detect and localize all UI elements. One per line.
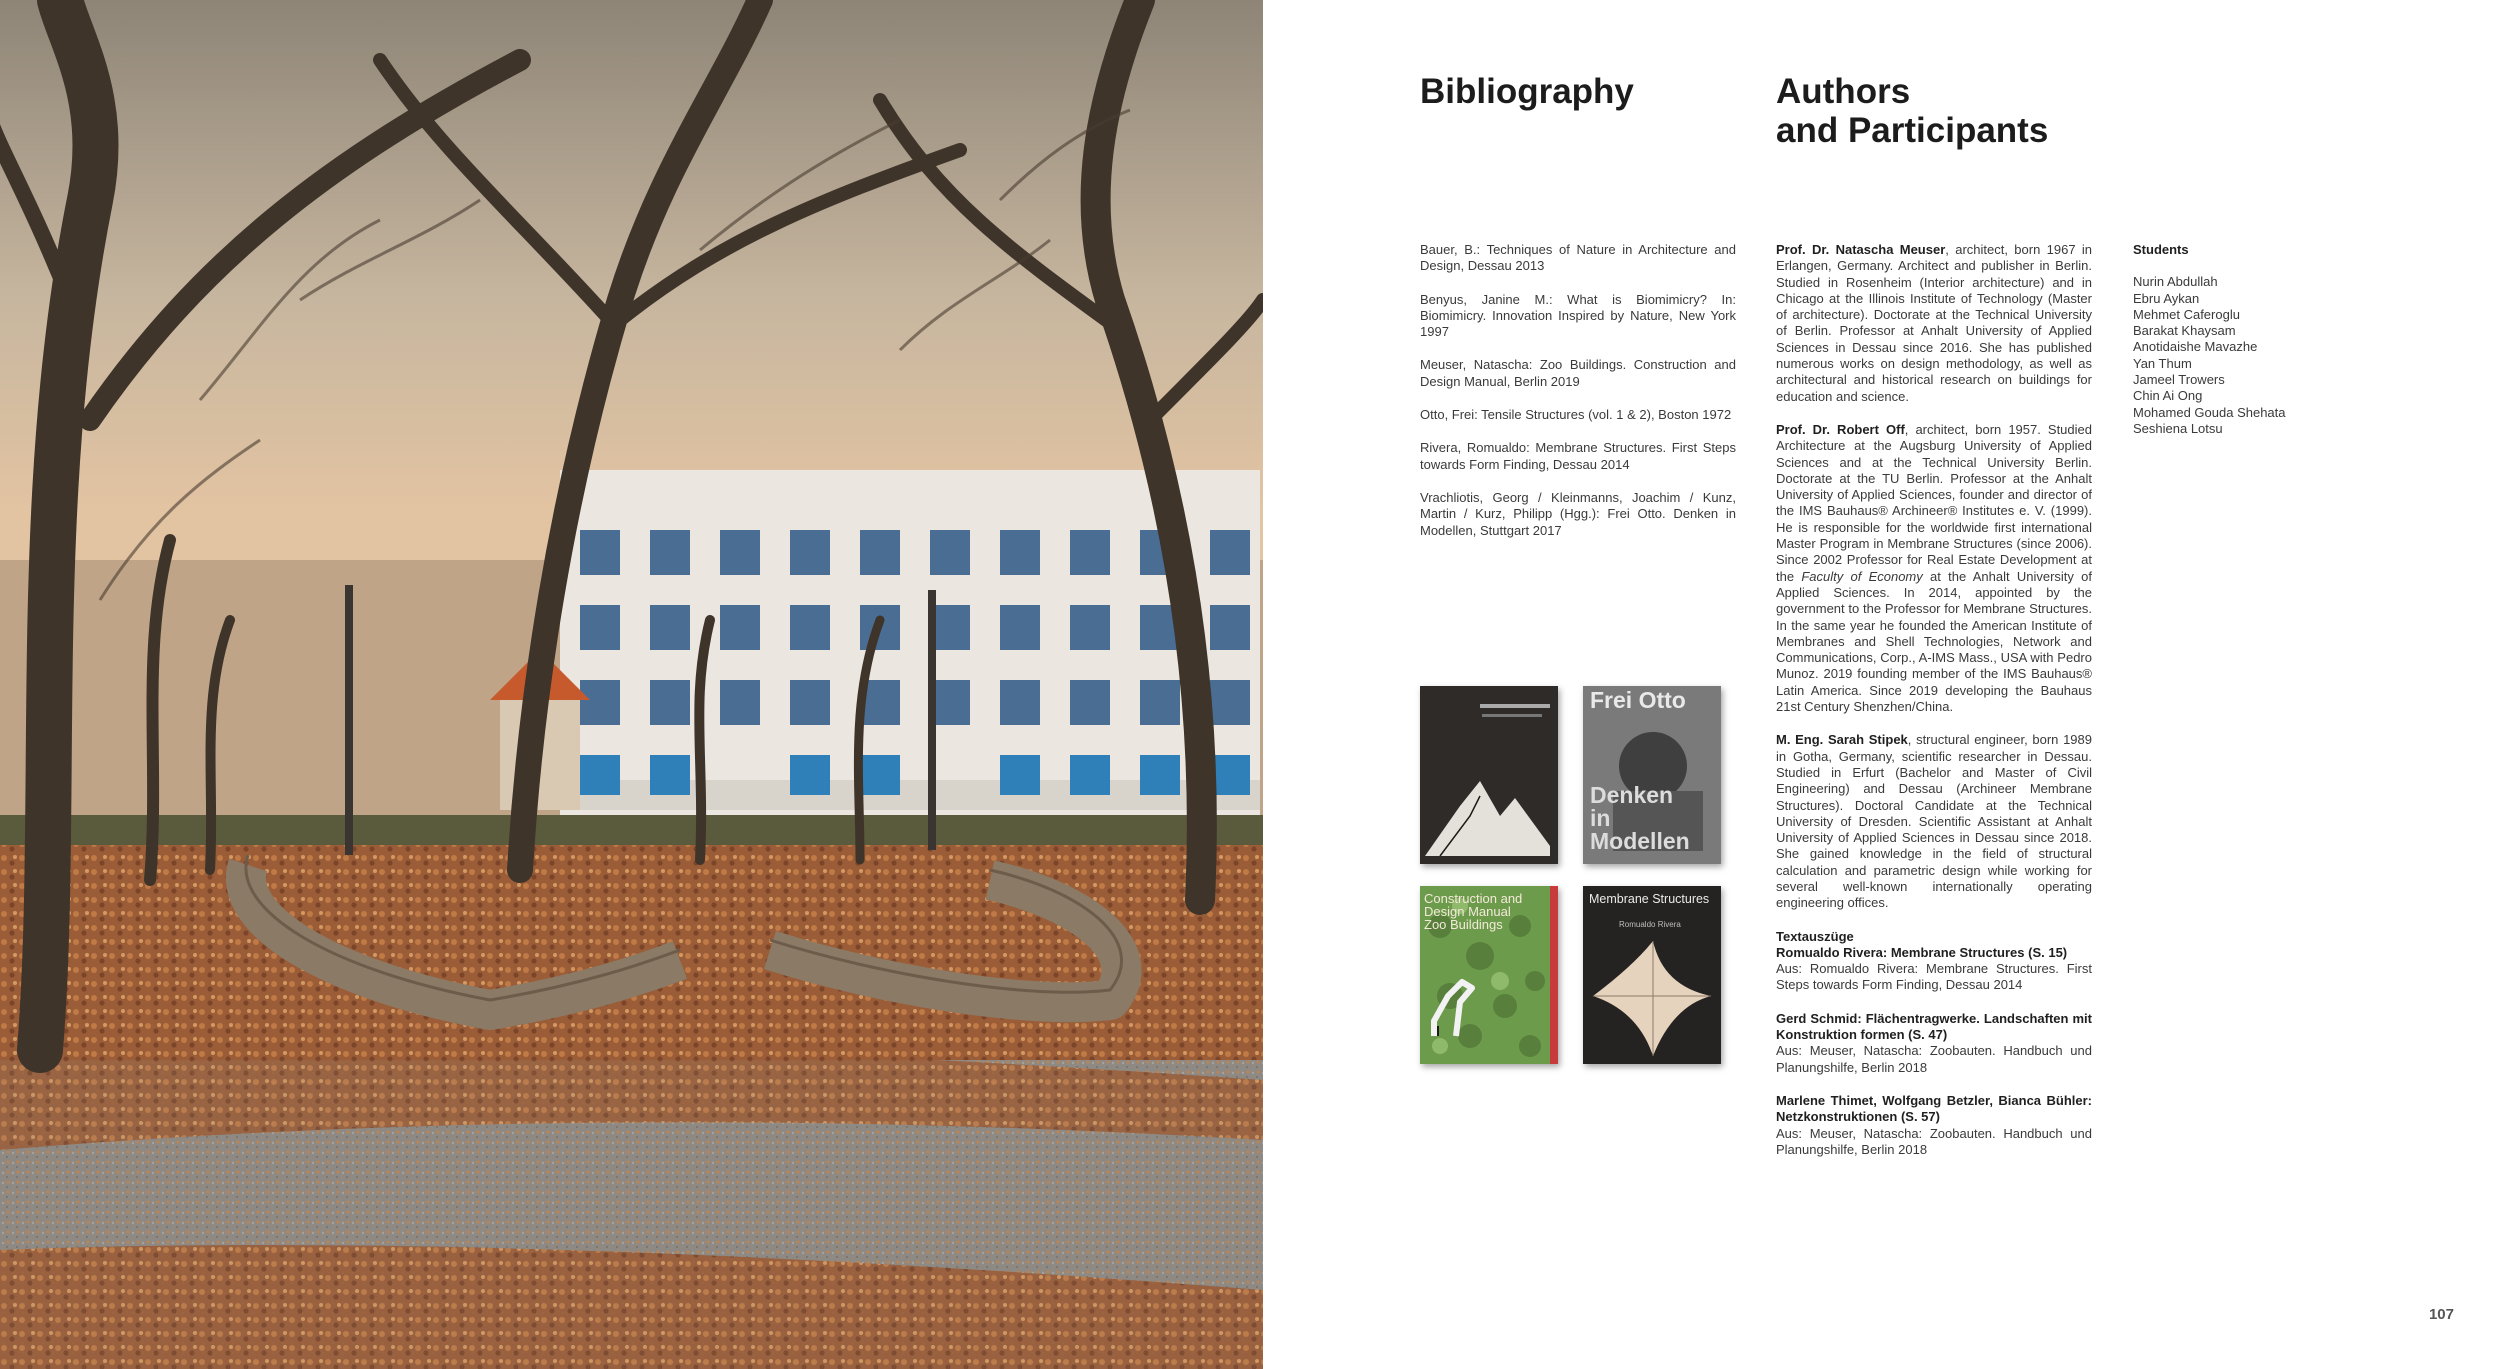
membrane-title: Membrane Structures	[1589, 892, 1710, 906]
frei-otto-title: Frei Otto	[1590, 687, 1686, 713]
authors-title: Authors and Participants	[1776, 72, 2049, 150]
cover-membrane-structures	[1583, 886, 1721, 1064]
student-name: Anotidaishe Mavazhe	[2133, 339, 2258, 355]
bibliography-entry: Benyus, Janine M.: What is Biomimicry? In: Biomimicry. Innovation Inspired by Nature, New York 1997	[1420, 291, 1736, 340]
student-name: Jameel Trowers	[2133, 372, 2225, 388]
cover-tensile-structures	[1420, 686, 1558, 864]
bibliography-title: Bibliography	[1420, 72, 1634, 111]
bibliography-entry: Rivera, Romualdo: Membrane Structures. First Steps towards Form Finding, Dessau 2014	[1420, 440, 1736, 472]
student-name: Mehmet Caferoglu	[2133, 306, 2240, 322]
bibliography-list	[1420, 242, 1736, 556]
student-name: Nurin Abdullah	[2133, 274, 2218, 290]
student-name: Ebru Aykan	[2133, 290, 2200, 306]
student-name: Mohamed Gouda Shehata	[2133, 404, 2286, 420]
student-name: Barakat Khaysam	[2133, 323, 2236, 339]
student-name: Chin Ai Ong	[2133, 388, 2203, 404]
author-bio-off: Prof. Dr. Robert Off, architect, born 1957. Studied Architecture at the Augsburg University of Applied Sciences and at the Technical University Berlin. Doctorate at the TU Berlin. Professor at the Anhalt University of Applied Sciences, founder and director of the IMS Bauhaus® Archineer® Institutes e. V. (1999). He is responsible for the worldwide first international Master Program in Membrane Structures (since 2006). Since 2002 Professor for Real Estate Development at the Faculty of Economy at the Anhalt University of Applied Sciences. In 2014, appointed by the government to the Professor for Membrane Structures. In the same year he founded the American Institute of Membranes and Shell Technologies, Network and Communications, Corp., A-IMS Mass., USA with Pedro Munoz. 2019 founding member of the IMS Bauhaus® Latin America. Since 2019 developing the Bauhaus 21st Century Shenzhen/China.	[1776, 421, 2092, 715]
bibliography-entry: Bauer, B.: Techniques of Nature in Architecture and Design, Dessau 2013	[1420, 242, 1736, 274]
building	[560, 470, 1260, 815]
excerpt-3: Marlene Thimet, Wolfgang Betzler, Bianca Bühler: Netzkonstruktionen (S. 57) Aus: Meuser, Natascha: Zoobauten. Handbuch und Planungshilfe, Berlin 2018	[1776, 1092, 2092, 1157]
authors-list	[1776, 242, 2092, 1175]
students-heading: Students	[2133, 242, 2189, 257]
frei-otto-subtitle: Denken in Modellen	[1590, 782, 1690, 854]
excerpt-1: Textauszüge Romualdo Rivera: Membrane Structures (S. 15) Aus: Romualdo Rivera: Membrane Structures. First Steps towards Form Finding, Dessau 2014	[1776, 928, 2092, 993]
page-number: 107	[2428, 1306, 2454, 1323]
excerpt-2: Gerd Schmid: Flächentragwerke. Landschaften mit Konstruktion formen (S. 47) Aus: Meuser, Natascha: Zoobauten. Handbuch und Planungshilfe, Berlin 2018	[1776, 1010, 2092, 1075]
bibliography-entry: Vrachliotis, Georg / Kleinmanns, Joachim / Kunz, Martin / Kurz, Philipp (Hgg.): Frei Otto. Denken in Modellen, Stuttgart 2017	[1420, 489, 1736, 538]
membrane-author: Romualdo Rivera	[1619, 920, 1681, 929]
cover-zoo-buildings	[1420, 886, 1558, 1064]
zoo-title: Construction and Design Manual Zoo Buildings	[1424, 891, 1523, 932]
author-bio-stipek: M. Eng. Sarah Stipek, structural engineer, born 1989 in Gotha, Germany, scientific researcher in Dessau. Studied in Erfurt (Bachelor and Master of Civil Engineering) and Dessau (Archineer Membrane Structures). Doctoral Candidate at the Technical University of Dresden. Scientific Assistant at Anhalt University of Applied Sciences in Dessau since 2018. She gained knowledge in the field of structural calculation and parametric design while working for several well-known internationally operating engineering offices.	[1776, 732, 2092, 911]
bibliography-entry: Otto, Frei: Tensile Structures (vol. 1 & 2), Boston 1972	[1420, 407, 1732, 423]
book-covers	[1420, 686, 1710, 1076]
bibliography-entry: Meuser, Natascha: Zoo Buildings. Construction and Design Manual, Berlin 2019	[1420, 357, 1736, 389]
student-name: Yan Thum	[2133, 355, 2192, 371]
author-bio-meuser: Prof. Dr. Natascha Meuser, architect, born 1967 in Erlangen, Germany. Architect and publisher in Berlin. Studied in Rosenheim (Interior architecture) and in Chicago at the Illinois Institute of Technology (Master of architecture). Doctorate at the Technical University of Berlin. Professor at Anhalt University of Applied Sciences in Dessau since 2016. She has published numerous works on design methodology, as well as architectural and historical research on buildings for education and science.	[1776, 242, 2093, 404]
student-name: Seshiena Lotsu	[2133, 420, 2223, 436]
students-list	[2133, 242, 2353, 437]
cover-frei-otto	[1583, 686, 1721, 864]
